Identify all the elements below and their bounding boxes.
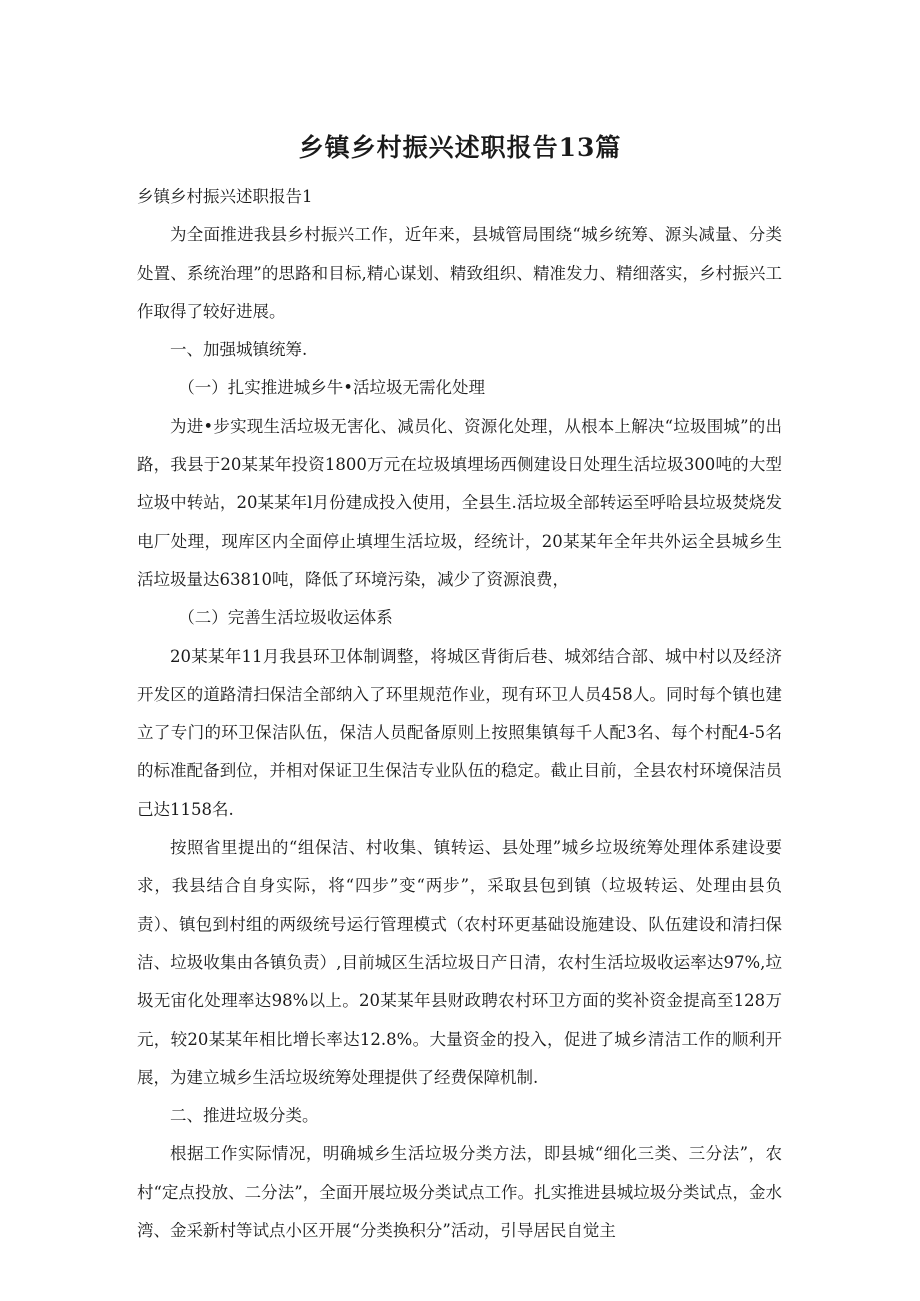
paragraph-transfer-station: 为进•步实现生活垃圾无害化、减员化、资源化处理，从根本上解决“垃圾围城”的出路，我县于20某某年投资1800万元在垃圾填埋场西侧建设日处理生活垃圾300吨的大型垃圾中转站，20某某年l月份建成投入使用，全县生.活垃圾全部转运至呼哈县垃圾焚烧发电厂处理，现库区内全面停止填埋生活垃圾，经统计，20某某年全年共外运全县城乡生活垃圾量达63810吨，降低了环境污染，减少了资源浪费， <box>137 416 782 589</box>
section-heading-1: 一、加强城镇统筹. <box>170 340 308 360</box>
subsection-heading-1: （一）扎实推进城乡牛•活垃圾无需化处理 <box>178 378 485 398</box>
paragraph-collection-system: 按照省里提出的“组保洁、村收集、镇转运、县处理”城乡垃圾统筹处理体系建设要求，我县结合自身实际，将“四步”变“两步”，采取县包到镇（垃圾转运、处理由县负责）、镇包到村组的两级统号运行管理模式（农村环更基础设施建设、队伍建设和清扫保洁、垃圾收集由各镇负责）,目前城区生活垃圾日产日清，农村生活垃圾收运率达97%,垃圾无宙化处理率达98%以上。20某某年县财政聘农村环卫方面的奖补资金提高至128万元，较20某某年相比增长率达12.8%。大量资金的投入，促进了城乡清洁工作的顺利开展，为建立城乡生活垃圾统筹处理提供了经费保障机制. <box>137 838 782 1087</box>
subsection-heading-2: （二）完善生活垃圾收运体系 <box>178 608 393 628</box>
paragraph-classification: 根据工作实际情况，明确城乡生活垃圾分类方法，即县城“细化三类、三分法”，农村“定点投放、二分法”，全面开展垃圾分类试点工作。扎实推进县城垃圾分类试点，金水湾、金采新村等试点小区开展“分类换积分”活动，引导居民自觉主 <box>137 1144 782 1241</box>
paragraph-sanitation-staff: 20某某年11月我县环卫体制调整，将城区背街后巷、城郊结合部、城中村以及经济开发区的道路清扫保洁全部纳入了环里规范作业，现有环卫人员458人。同时每个镇也建立了专门的环卫保洁队伍，保洁人员配备原则上按照集镇每千人配3名、每个村配4-5名的标准配备到位，并相对保证卫生保洁专业队伍的稳定。截止目前，全县农村环境保洁员己达1158名. <box>137 646 782 819</box>
document-title: 乡镇乡村振兴述职报告13篇 <box>298 133 622 162</box>
document-body <box>137 178 782 1250</box>
report-subtitle: 乡镇乡村振兴述职报告1 <box>137 187 313 206</box>
paragraph-intro: 为全面推进我县乡村振兴工作，近年来，县城管局围绕“城乡统筹、源头减量、分类处置、系统治理”的思路和目标,精心谋划、精致组织、精准发力、精细落实，乡村振兴工作取得了较好进展。 <box>137 225 782 321</box>
section-heading-2: 二、推进垃圾分类。 <box>170 1106 319 1126</box>
